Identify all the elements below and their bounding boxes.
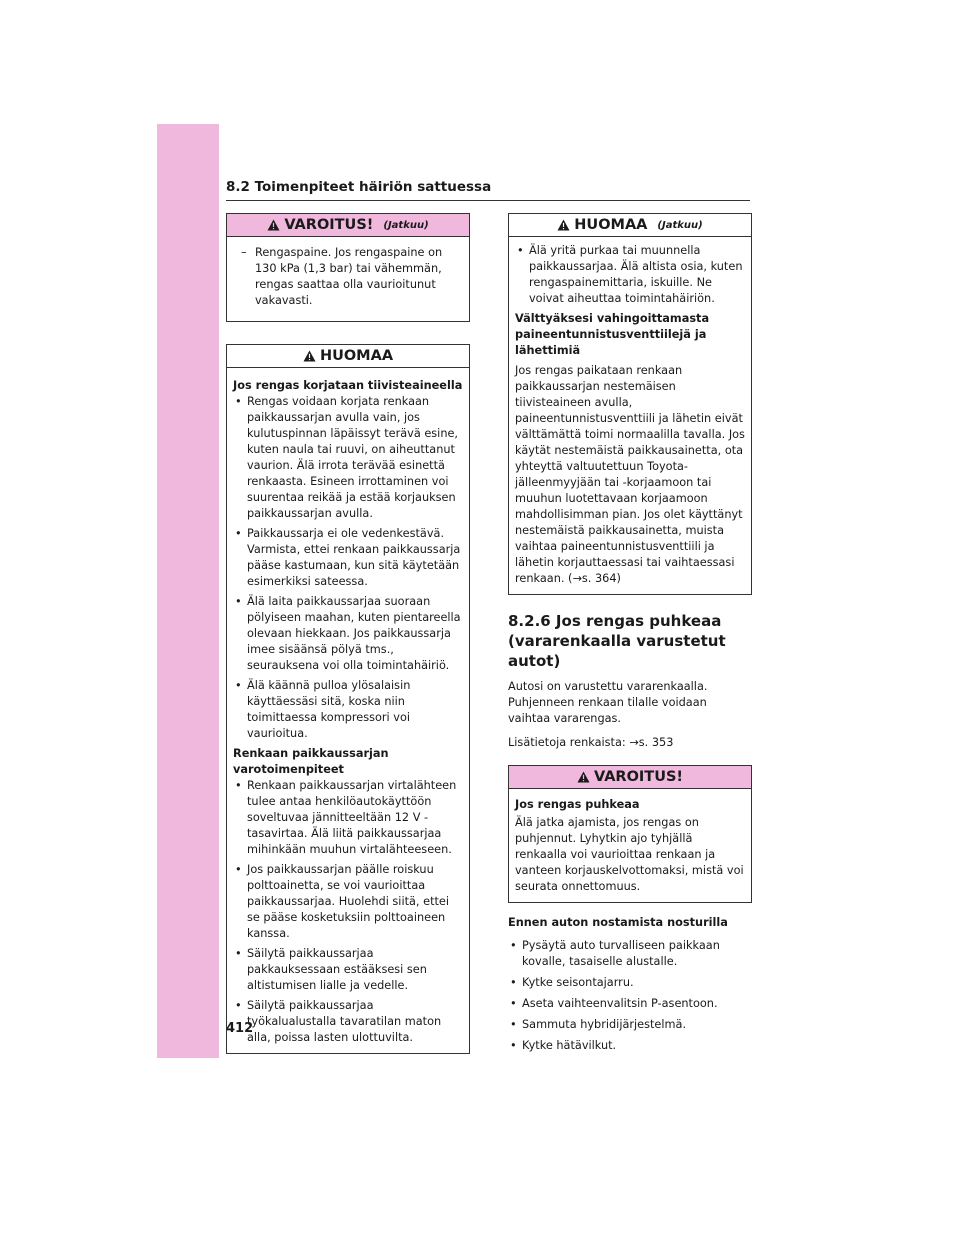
section-header: 8.2 Toimenpiteet häiriön sattuessa <box>226 179 750 201</box>
list-item: • Älä laita paikkaussarjaa suoraan pölyiseen maahan, kuten pientareella olevaan hiekkaan. Jos paikkaussarja imee sisäänsä pölyä tms., seurauksena voi olla toimintahäiriö. <box>233 594 463 674</box>
list-item: • Sammuta hybridijärjestelmä. <box>508 1017 752 1033</box>
notice-title: HUOMAA <box>574 217 648 233</box>
list-item: • Säilytä paikkaussarjaa työkalualustalla tavaratilan maton alla, poissa lasten ulottuvilta. <box>233 998 463 1046</box>
list-item: • Pysäytä auto turvalliseen paikkaan kovalle, tasaiselle alustalle. <box>508 938 752 970</box>
notice-box-header <box>227 345 469 368</box>
section-title: 8.2.6 Jos rengas puhkeaa (vararenkaalla varustetut autot) <box>508 612 726 670</box>
list-item: • Säilytä paikkaussarjaa pakkauksessaan estääksesi sen altistumisen lialle ja vedelle. <box>233 946 463 994</box>
notice-title: HUOMAA <box>319 348 394 364</box>
side-color-bar <box>157 124 219 1058</box>
notice-heading: Välttyäksesi vahingoittamasta paineentunnistusventtiilejä ja lähettimiä <box>515 312 710 357</box>
warning-triangle-icon <box>577 771 590 783</box>
intro-text: Autosi on varustettu vararenkaalla. Puhjenneen renkaan tilalle voidaan vaihtaa vararengas. <box>508 680 708 725</box>
list-item: • Paikkaussarja ei ole vedenkestävä. Varmista, ettei renkaan paikkaussarja pääse kastumaan, kun sitä käytetään esimerkiksi sateessa. <box>233 526 463 590</box>
list-item: • Kytke hätävilkut. <box>508 1038 752 1054</box>
right-column <box>508 213 752 1059</box>
list-item: • Kytke seisontajarru. <box>508 975 752 991</box>
continued-label: (Jatkuu) <box>657 219 703 231</box>
list-item: • Rengas voidaan korjata renkaan paikkaussarjan avulla vain, jos kulutuspinnan läpäissyt terävä esine, kuten naula tai ruuvi, on aiheuttanut vaurion. Älä irrota terävää esinettä renkaasta. Esineen irrottaminen voi suurentaa reikää ja estää korjauksen paikkaussarjan avulla. <box>233 394 463 522</box>
more-info-text: Lisätietoja renkaista: →s. 353 <box>508 736 674 749</box>
warning-box-header <box>227 214 469 237</box>
list-item: • Älä yritä purkaa tai muunnella paikkaussarjaa. Älä altista osia, kuten rengaspainemittaria, iskuille. Ne voivat aiheuttaa toimintahäiriön. <box>515 243 745 307</box>
warning-triangle-icon <box>267 219 280 231</box>
list-item: – Rengaspaine. Jos rengaspaine on 130 kPa (1,3 bar) tai vähemmän, rengas saattaa olla vaurioitunut vakavasti. <box>241 245 463 309</box>
notice-box-header <box>509 214 751 237</box>
warning-triangle-icon <box>557 219 570 231</box>
warning-box <box>508 765 752 903</box>
notice-box <box>226 344 470 1054</box>
warning-title: VAROITUS! <box>593 769 684 785</box>
warning-heading: Jos rengas puhkeaa <box>515 798 640 811</box>
list-item: • Aseta vaihteenvalitsin P-asentoon. <box>508 996 752 1012</box>
continued-label: (Jatkuu) <box>383 219 429 231</box>
list-item: • Renkaan paikkaussarjan virtalähteen tulee antaa henkilöautokäyttöön soveltuvaa jännitteeltään 12 V -tasavirtaa. Älä liitä paikkaussarjaa mihinkään muuhun virtalähteeseen. <box>233 778 463 858</box>
warning-box-header <box>509 766 751 789</box>
steps-heading: Ennen auton nostamista nosturilla <box>508 916 728 929</box>
notice-heading: Jos rengas korjataan tiivisteaineella <box>233 379 463 392</box>
list-item: • Älä käännä pulloa ylösalaisin käyttäessäsi sitä, koska niin toimittaessa kompressori voi vaurioitua. <box>233 678 463 742</box>
warning-text: Älä jatka ajamista, jos rengas on puhjennut. Lyhytkin ajo tyhjällä renkaalla voi vaurioittaa renkaan ja vanteen korjauskelvottomaksi, mistä voi seurata onnettomuus. <box>515 816 744 893</box>
warning-title: VAROITUS! <box>284 217 374 233</box>
warning-triangle-icon <box>303 350 316 362</box>
list-item: • Jos paikkaussarjan päälle roiskuu polttoainetta, se voi vaurioittaa paikkaussarjaa. Huolehdi siitä, ettei se pääse kosketuksiin polttoaineen kanssa. <box>233 862 463 942</box>
notice-box-continued <box>508 213 752 595</box>
notice-heading: Renkaan paikkaussarjan varotoimenpiteet <box>233 747 389 776</box>
left-column <box>226 213 470 1076</box>
page-number: 412 <box>226 1021 254 1036</box>
warning-box-continued <box>226 213 470 322</box>
notice-text: Jos rengas paikataan renkaan paikkaussarjan nestemäisen tiivisteaineen avulla, paineentunnistusventtiili ja lähetin eivät välttämättä toimi normaalilla tavalla. Jos käytät nestemäistä paikkausainetta, ota yhteyttä valtuutettuun Toyota-jälleenmyyjään tai -korjaamoon tai muuhun luotettavaan korjaamoon mahdollisimman pian. Jos olet käyttänyt nestemäistä paikkausainetta, muista vaihtaa paineentunnistusventtiili ja lähetin korjauttaessasi tai vaihtaessasi renkaan. (→s. 364) <box>515 364 745 585</box>
